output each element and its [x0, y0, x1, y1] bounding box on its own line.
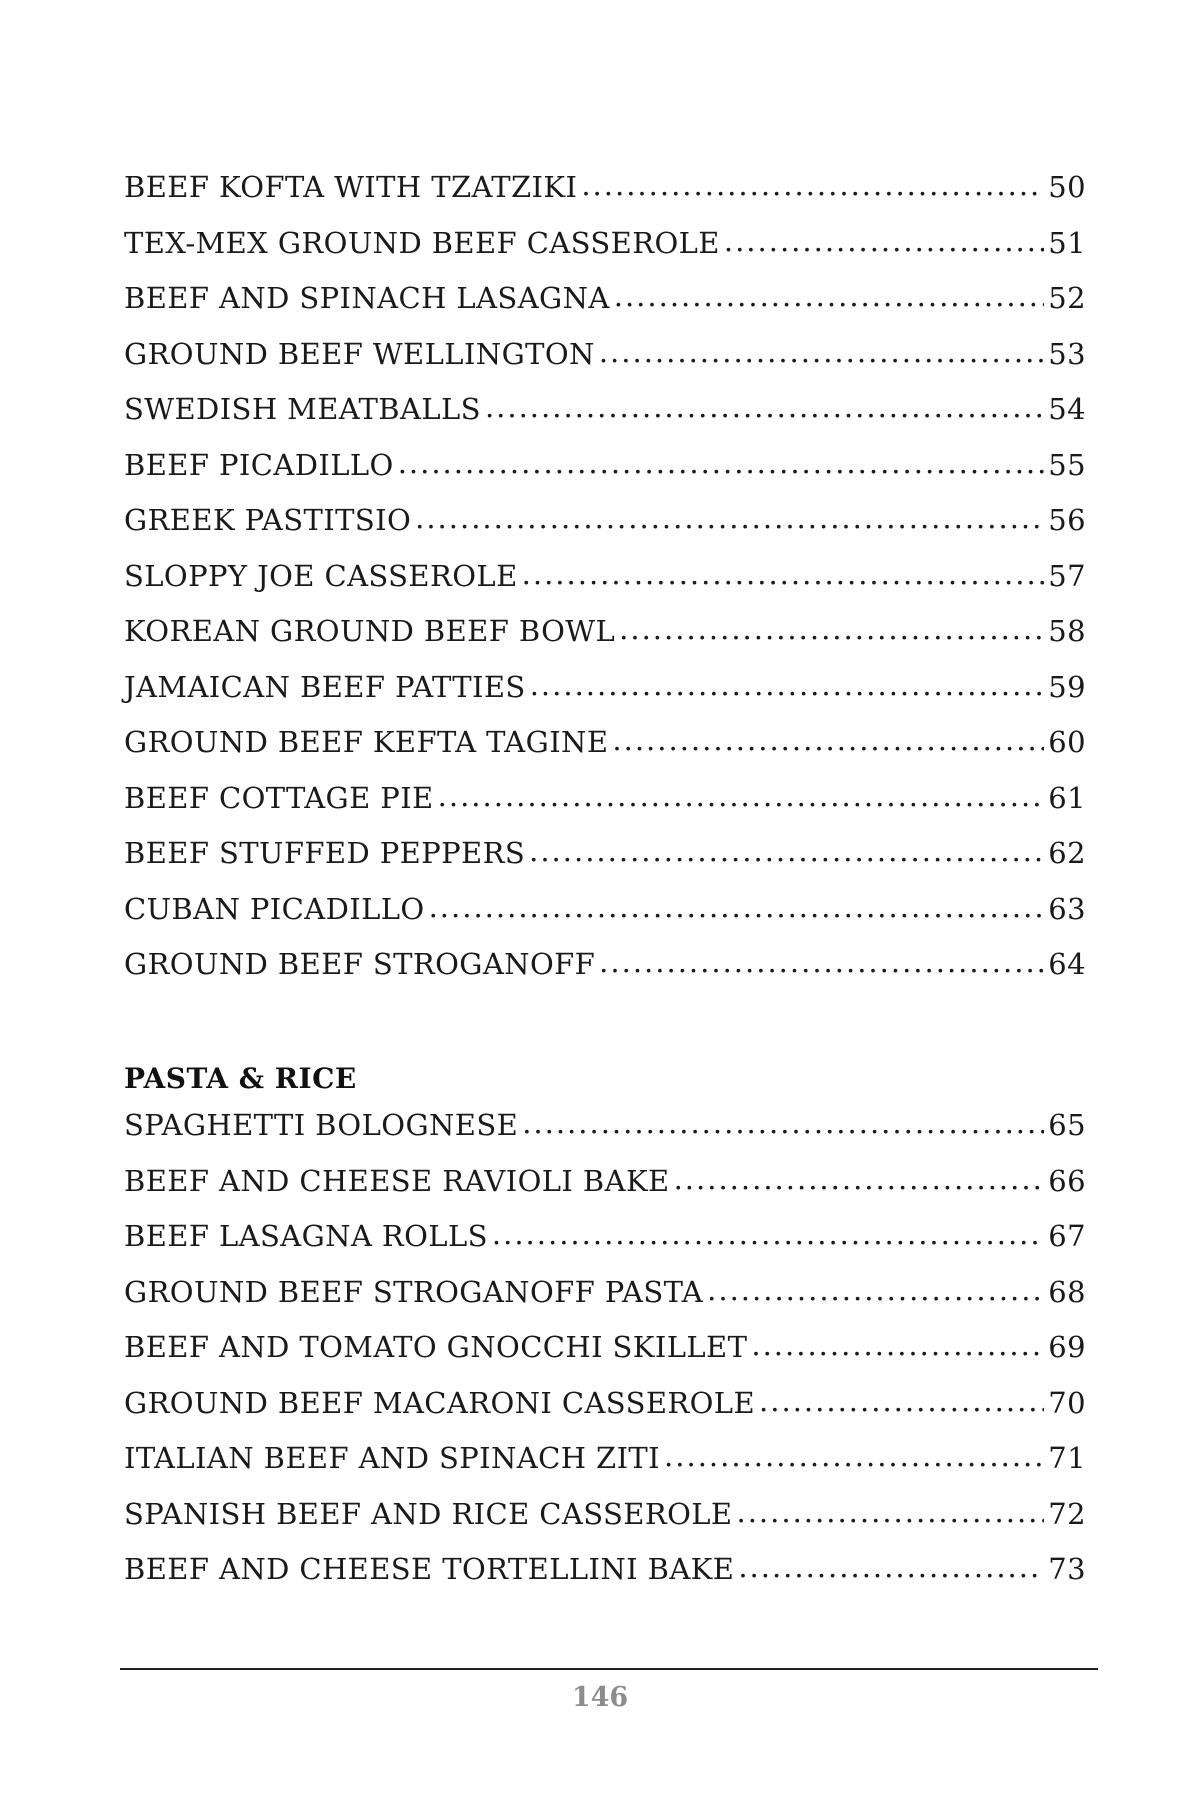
toc-section-beef [124, 170, 1086, 1003]
toc-entry [124, 892, 1086, 948]
toc-entry-title: BEEF STUFFED PEPPERS [124, 836, 526, 870]
toc-entry-page: 59 [1048, 669, 1086, 704]
toc-entry [124, 392, 1086, 448]
toc-entry-page: 55 [1048, 447, 1086, 482]
dot-leader [485, 390, 1044, 424]
toc-entry-title: GROUND BEEF WELLINGTON [124, 336, 595, 371]
toc-entry-page: 53 [1048, 336, 1086, 371]
toc-section-pasta-rice [124, 1054, 1086, 1608]
page-number: 146 [571, 1682, 629, 1713]
dot-leader [599, 335, 1044, 369]
toc-entry [124, 1275, 1086, 1331]
dot-leader [429, 890, 1045, 924]
heading-spacer [124, 1054, 1086, 1108]
dot-leader [612, 723, 1044, 757]
toc-entry-page: 73 [1048, 1552, 1086, 1586]
dot-leader [614, 279, 1045, 313]
toc-entry [124, 947, 1086, 1003]
toc-entry-title: SPANISH BEEF AND RICE CASSEROLE [124, 1496, 733, 1531]
toc-entry-page: 61 [1048, 780, 1086, 815]
toc-entry-title: CUBAN PICADILLO [124, 891, 425, 926]
toc-entry-title: SWEDISH MEATBALLS [124, 392, 481, 426]
dot-leader [492, 1217, 1044, 1251]
toc-entry-page: 52 [1048, 281, 1086, 315]
toc-entry-page: 58 [1048, 614, 1086, 648]
toc-entry-title: BEEF AND TOMATO GNOCCHI SKILLET [124, 1330, 748, 1364]
dot-leader [522, 1106, 1044, 1140]
toc-entry [124, 559, 1086, 615]
toc-entry-page: 62 [1048, 836, 1086, 870]
dot-leader [599, 945, 1044, 979]
toc-entry-title: JAMAICAN BEEF PATTIES [124, 669, 526, 704]
toc-entry [124, 1386, 1086, 1442]
dot-leader [707, 1273, 1044, 1307]
toc-entry-page: 51 [1048, 225, 1086, 260]
toc-entry [124, 1552, 1086, 1608]
dot-leader [581, 168, 1044, 202]
toc-entry-page: 56 [1048, 503, 1086, 537]
toc-entry-page: 72 [1048, 1496, 1086, 1531]
footer-rule [120, 1668, 1098, 1670]
toc-entry-page: 66 [1048, 1163, 1086, 1198]
toc-entry-page: 71 [1048, 1441, 1086, 1475]
toc-entry-page: 54 [1048, 392, 1086, 426]
dot-leader [619, 612, 1044, 646]
toc-entry-page: 68 [1048, 1274, 1086, 1309]
dot-leader [736, 1495, 1044, 1529]
toc-entry [124, 1108, 1086, 1164]
toc-entry-title: SPAGHETTI BOLOGNESE [124, 1108, 519, 1142]
toc-entry-title: SLOPPY JOE CASSEROLE [124, 558, 518, 593]
dot-leader [674, 1162, 1045, 1196]
toc-entry-page: 50 [1048, 170, 1086, 204]
toc-entry-title: BEEF AND SPINACH LASAGNA [124, 281, 610, 315]
dot-leader [398, 446, 1045, 480]
toc-entry [124, 725, 1086, 781]
toc-entry-title: ITALIAN BEEF AND SPINACH ZITI [124, 1441, 661, 1475]
toc-entry [124, 1164, 1086, 1220]
toc-entry-title: BEEF AND CHEESE TORTELLINI BAKE [124, 1552, 735, 1586]
toc-entry-title: GROUND BEEF MACARONI CASSEROLE [124, 1385, 756, 1420]
toc-entry-title: KOREAN GROUND BEEF BOWL [124, 614, 616, 648]
dot-leader [738, 1550, 1044, 1584]
dot-leader [724, 224, 1044, 258]
toc-entry-title: GROUND BEEF STROGANOFF [124, 947, 596, 981]
toc-entry-title: TEX-MEX GROUND BEEF CASSEROLE [124, 225, 720, 260]
toc-entry [124, 281, 1086, 337]
toc-entry-page: 57 [1048, 558, 1086, 593]
dot-leader [664, 1439, 1044, 1473]
toc-entry-title: BEEF KOFTA WITH TZATZIKI [124, 170, 578, 204]
toc-entry-title: GROUND BEEF KEFTA TAGINE [124, 725, 609, 759]
toc-entry [124, 226, 1086, 282]
toc-entry [124, 170, 1086, 226]
toc-entry-page: 65 [1048, 1108, 1086, 1142]
toc-entry [124, 614, 1086, 670]
toc-entry-page: 64 [1048, 947, 1086, 981]
toc-entry [124, 448, 1086, 504]
dot-leader [522, 557, 1045, 591]
section-heading-pasta-rice: PASTA & RICE [124, 1062, 357, 1095]
toc-entry [124, 1330, 1086, 1386]
dot-leader [751, 1328, 1044, 1362]
toc-entry [124, 1441, 1086, 1497]
toc-entry [124, 503, 1086, 559]
toc-entry-title: BEEF PICADILLO [124, 447, 394, 482]
toc-entry-title: BEEF AND CHEESE RAVIOLI BAKE [124, 1163, 670, 1198]
toc-entry [124, 1497, 1086, 1553]
dot-leader [529, 834, 1044, 868]
toc-entry [124, 1219, 1086, 1275]
toc-entry-page: 69 [1048, 1330, 1086, 1364]
dot-leader [530, 668, 1045, 702]
toc-entry-title: BEEF COTTAGE PIE [124, 780, 434, 815]
toc-entry [124, 781, 1086, 837]
dot-leader [415, 501, 1044, 535]
toc-entry-title: GREEK PASTITSIO [124, 503, 412, 537]
toc-entry [124, 836, 1086, 892]
toc-entry [124, 337, 1086, 393]
toc-entry [124, 670, 1086, 726]
dot-leader [759, 1384, 1044, 1418]
toc-entry-page: 60 [1048, 725, 1086, 759]
toc-entry-page: 63 [1048, 891, 1086, 926]
toc-entry-page: 70 [1048, 1385, 1086, 1420]
toc-entry-page: 67 [1048, 1219, 1086, 1253]
toc-entry-title: BEEF LASAGNA ROLLS [124, 1219, 488, 1253]
dot-leader [438, 779, 1045, 813]
toc-entry-title: GROUND BEEF STROGANOFF PASTA [124, 1274, 704, 1309]
